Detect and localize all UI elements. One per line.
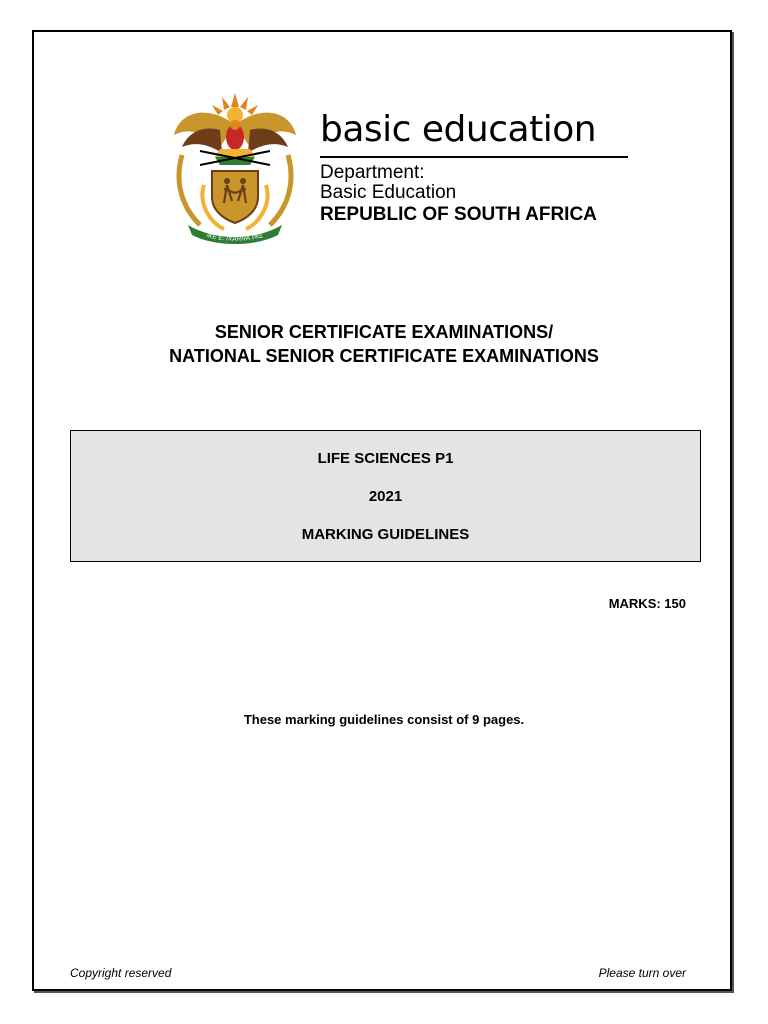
department-label: Department: <box>320 162 425 183</box>
exam-heading-line-2: NATIONAL SENIOR CERTIFICATE EXAMINATIONS <box>169 346 599 366</box>
exam-heading <box>0 320 768 368</box>
title-box <box>70 430 701 562</box>
coat-of-arms-motto: !KE E: /XARRA //KE <box>205 232 265 243</box>
header-logo-block <box>160 80 640 250</box>
brand-divider <box>320 156 628 158</box>
department-name: Basic Education <box>320 182 457 203</box>
pages-note: These marking guidelines consist of 9 pages. <box>243 712 525 727</box>
footer-copyright: Copyright reserved <box>70 966 172 980</box>
coat-of-arms-icon <box>160 85 310 245</box>
republic-name: REPUBLIC OF SOUTH AFRICA <box>320 204 597 225</box>
footer-turn-over: Please turn over <box>598 966 686 980</box>
subject-title: LIFE SCIENCES P1 <box>317 450 454 467</box>
brand-title: basic education <box>320 109 597 150</box>
document-type: MARKING GUIDELINES <box>301 526 470 543</box>
exam-year: 2021 <box>368 488 403 505</box>
exam-heading-line-1: SENIOR CERTIFICATE EXAMINATIONS/ <box>214 322 554 342</box>
total-marks: MARKS: 150 <box>608 596 686 611</box>
